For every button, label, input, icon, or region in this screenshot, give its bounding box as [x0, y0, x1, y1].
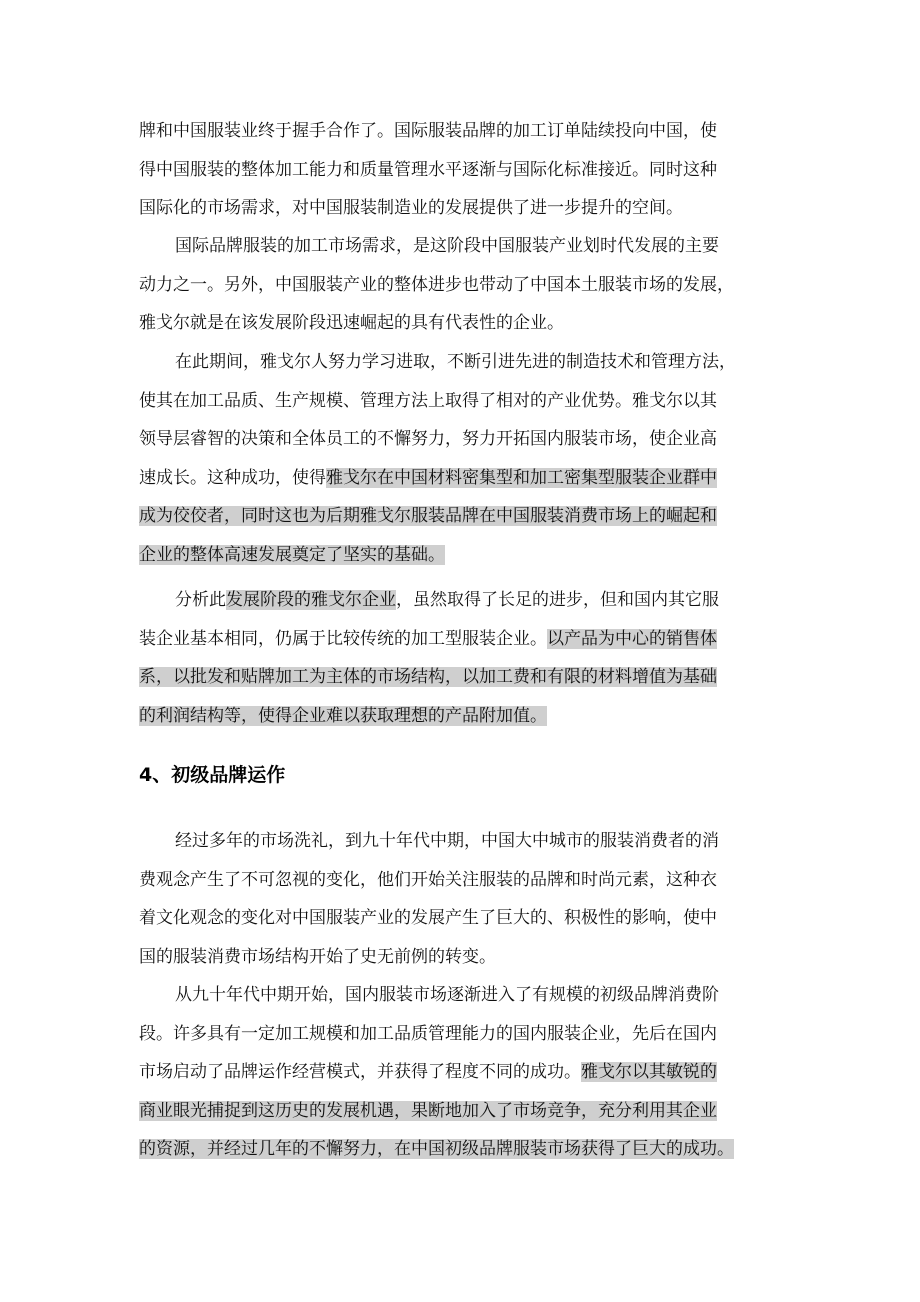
highlighted-text: 的资源，并经过几年的不懈努力，在中国初级品牌服装市场获得了巨大的成功。: [139, 1139, 734, 1159]
paragraph-4: [139, 581, 779, 735]
text-line: 得中国服装的整体加工能力和质量管理水平逐渐与国际化标准接近。同时这种: [139, 159, 717, 180]
text-line: [139, 697, 779, 736]
text-run: 市场启动了品牌运作经营模式，并获得了程度不同的成功。: [139, 1062, 581, 1082]
highlighted-text: 发展阶段的雅戈尔企业: [226, 590, 396, 610]
text-line: [139, 1130, 779, 1169]
text-line: 着文化观念的变化对中国服装产业的发展产生了巨大的、积极性的影响，使中: [139, 908, 717, 928]
text-run: 装企业基本相同，仍属于比较传统的加工型服装企业。: [139, 628, 547, 649]
text-run: 速成长。这种成功，使得: [139, 467, 326, 488]
text-run: 分析此: [175, 590, 226, 610]
highlighted-text: 成为佼佼者，同时这也为后期雅戈尔服装品牌在中国服装消费市场上的崛起和: [139, 506, 717, 526]
highlighted-text: 雅戈尔以其敏锐的: [581, 1062, 717, 1082]
paragraph-6: [139, 976, 779, 1169]
text-line: [139, 1092, 779, 1131]
text-line: [139, 1053, 779, 1092]
highlighted-text: 系，以批发和贴牌加工为主体的市场结构，以加工费和有限的材料增值为基础: [139, 667, 717, 687]
text-line: [139, 658, 779, 697]
text-line: [139, 536, 779, 575]
text-line: 领导层睿智的决策和全体员工的不懈努力，努力开拓国内服装市场，使企业高: [139, 429, 717, 449]
paragraph-5: [139, 822, 779, 976]
text-line: 经过多年的市场洗礼，到九十年代中期，中国大中城市的服装消费者的消: [175, 831, 719, 851]
text-line: [139, 459, 779, 498]
text-line: 动力之一。另外，中国服装产业的整体进步也带动了中国本土服装市场的发展，: [139, 274, 734, 295]
text-run: ，虽然取得了长足的进步，但和国内其它服: [396, 590, 719, 610]
text-line: 在此期间，雅戈尔人努力学习进取，不断引进先进的制造技术和管理方法，: [175, 352, 736, 372]
text-line: [139, 497, 779, 536]
text-line: [139, 620, 779, 659]
highlighted-text: 的利润结构等，使得企业难以获取理想的产品附加值。: [139, 705, 547, 726]
text-line: 牌和中国服装业终于握手合作了。国际服装品牌的加工订单陆续投向中国，使: [139, 121, 717, 141]
paragraph-2: [139, 227, 779, 343]
highlighted-text: 以产品为中心的销售体: [547, 628, 717, 649]
text-line: 从九十年代中期开始，国内服装市场逐渐进入了有规模的初级品牌消费阶: [175, 985, 719, 1005]
text-line: 雅戈尔就是在该发展阶段迅速崛起的具有代表性的企业。: [139, 313, 564, 333]
section-heading: 4、初级品牌运作: [139, 764, 286, 786]
text-line: 国际化的市场需求，对中国服装制造业的发展提供了进一步提升的空间。: [139, 198, 683, 218]
text-line: 国际品牌服装的加工市场需求，是这阶段中国服装产业划时代发展的主要: [175, 236, 719, 256]
text-line: 段。许多具有一定加工规模和加工品质管理能力的国内服装企业，先后在国内: [139, 1023, 717, 1044]
paragraph-1: [139, 112, 779, 228]
highlighted-text: 商业眼光捕捉到这历史的发展机遇，果断地加入了市场竞争，充分利用其企业: [139, 1100, 717, 1121]
highlighted-text: 雅戈尔在中国材料密集型和加工密集型服装企业群中: [326, 467, 717, 488]
text-line: [139, 581, 779, 620]
text-line: 国的服装消费市场结构开始了史无前例的转变。: [139, 946, 496, 967]
highlighted-text: 企业的整体高速发展奠定了坚实的基础。: [139, 544, 445, 565]
paragraph-3: [139, 343, 779, 574]
text-line: 费观念产生了不可忽视的变化，他们开始关注服装的品牌和时尚元素，这种衣: [139, 869, 717, 890]
text-line: 使其在加工品质、生产规模、管理方法上取得了相对的产业优势。雅戈尔以其: [139, 390, 717, 411]
